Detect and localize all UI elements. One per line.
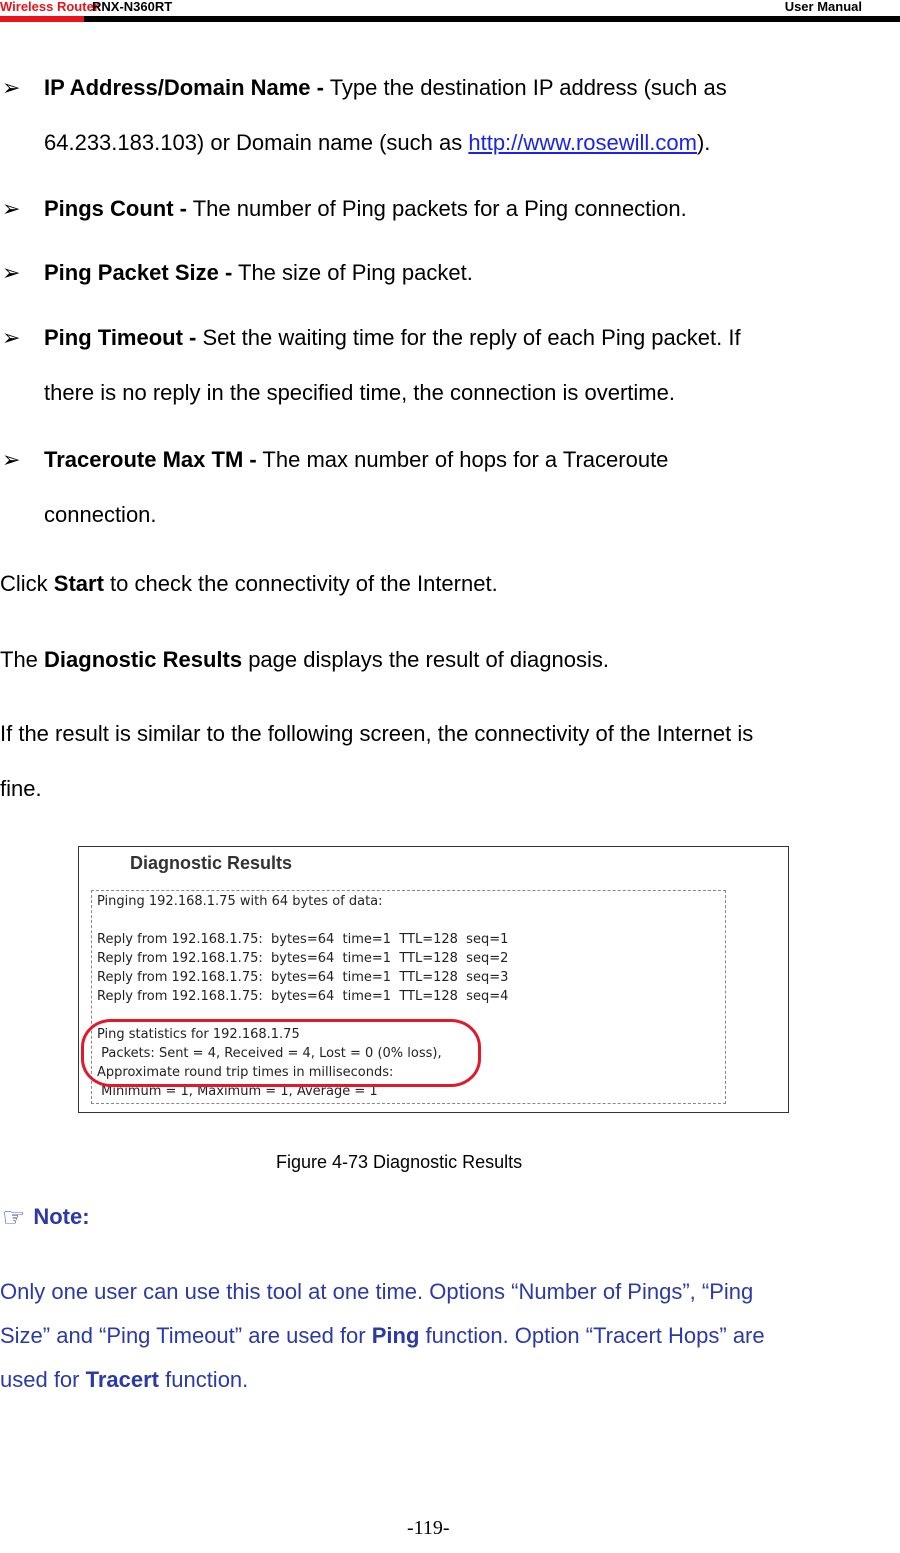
page-number: -119-	[407, 1517, 450, 1539]
result-line: Minimum = 1, Maximum = 1, Average = 1	[97, 1084, 378, 1099]
rosewill-link[interactable]: http://www.rosewill.com	[468, 130, 697, 155]
pointing-hand-icon: ☞	[2, 1202, 26, 1232]
bullet-arrow-icon: ➢	[2, 196, 21, 221]
bullet-traceroute-max: ➢ Traceroute Max TM - The max number of hops for a Traceroute connection.	[0, 432, 880, 542]
bullet-term: Pings Count -	[44, 196, 187, 221]
bullet-arrow-icon: ➢	[2, 260, 21, 285]
header-manual-label: User Manual	[784, 0, 862, 14]
highlight-circle	[81, 1019, 481, 1087]
diagnostic-results-figure	[78, 846, 789, 1113]
bullet-ping-packet-size: ➢ Ping Packet Size - The size of Ping packet.	[0, 245, 880, 300]
bullet-term: IP Address/Domain Name -	[44, 75, 324, 100]
header-rule-red	[0, 16, 84, 22]
result-line: Ping statistics for 192.168.1.75	[97, 1027, 300, 1042]
bullet-arrow-icon: ➢	[2, 75, 21, 100]
result-line: Reply from 192.168.1.75: bytes=64 time=1 TTL=128 seq=2	[97, 951, 509, 966]
bullet-term: Traceroute Max TM -	[44, 447, 257, 472]
bullet-arrow-icon: ➢	[2, 447, 21, 472]
figure-caption: Figure 4-73 Diagnostic Results	[276, 1152, 523, 1172]
header-brand: Wireless Router	[0, 0, 99, 14]
bullet-term: Ping Timeout -	[44, 325, 197, 350]
bullet-ping-timeout: ➢ Ping Timeout - Set the waiting time for the reply of each Ping packet. If there is no reply in the specified time, the connection is overtime.	[0, 310, 880, 420]
header-rule-black	[84, 16, 900, 22]
bullet-term: Ping Packet Size -	[44, 260, 233, 285]
figure-title: Diagnostic Results	[130, 853, 293, 873]
note-heading: ☞ Note:	[2, 1202, 90, 1232]
bullet-arrow-icon: ➢	[2, 325, 21, 350]
result-line: Pinging 192.168.1.75 with 64 bytes of data:	[97, 894, 383, 909]
bullet-ip-address: ➢ IP Address/Domain Name - Type the destination IP address (such as 64.233.183.103) or Domain name (such as http://www.rosewill.com).	[0, 60, 880, 170]
result-line: Packets: Sent = 4, Received = 4, Lost = 0 (0% loss),	[97, 1046, 442, 1061]
result-line: Reply from 192.168.1.75: bytes=64 time=1 TTL=128 seq=3	[97, 970, 509, 985]
note-body: Only one user can use this tool at one time. Options “Number of Pings”, “Ping Size” and “Ping Timeout” are used for Ping function. Option “Tracert Hops” are used for Tracert function.	[0, 1279, 765, 1392]
paragraph-click-start: Click Start to check the connectivity of the Internet.	[0, 571, 498, 596]
result-line: Reply from 192.168.1.75: bytes=64 time=1 TTL=128 seq=4	[97, 989, 509, 1004]
header-model: RNX-N360RT	[92, 0, 173, 14]
bullet-pings-count: ➢ Pings Count - The number of Ping packets for a Ping connection.	[0, 181, 880, 236]
result-line: Approximate round trip times in milliseconds:	[97, 1065, 394, 1080]
result-line: Reply from 192.168.1.75: bytes=64 time=1 TTL=128 seq=1	[97, 932, 509, 947]
page-header	[0, 0, 900, 24]
paragraph-result-similar: If the result is similar to the following screen, the connectivity of the Internet is fine.	[0, 721, 754, 801]
paragraph-diagnostic-results: The Diagnostic Results page displays the result of diagnosis.	[0, 647, 609, 672]
